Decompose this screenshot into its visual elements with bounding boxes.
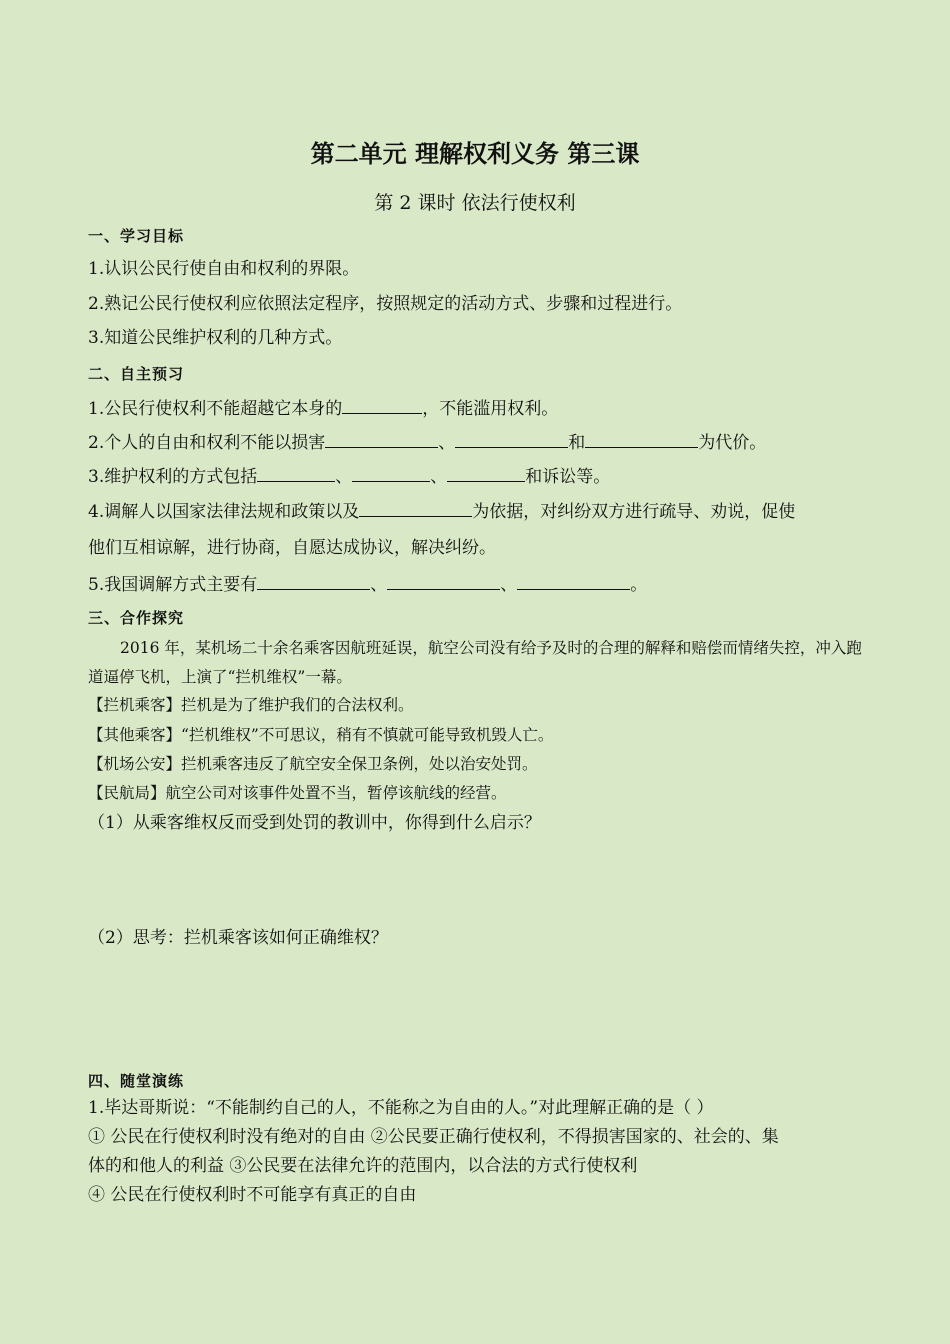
section-heading-practice: 四、随堂演练 <box>88 1072 185 1090</box>
view-aviation-bureau: 【民航局】航空公司对该事件处置不当，暂停该航线的经营。 <box>88 784 507 802</box>
explore-question-1: （1）从乘客维权反而受到处罚的教训中，你得到什么启示？ <box>88 813 541 833</box>
fill-blank[interactable] <box>352 465 430 482</box>
preview-question-1 <box>88 397 558 420</box>
fill-blank[interactable] <box>455 431 568 448</box>
q3-text-pre: 3.维护权利的方式包括 <box>88 467 258 487</box>
q3-sep-2: 、 <box>430 467 448 487</box>
section-heading-goals: 一、学习目标 <box>88 227 185 245</box>
q4-text-pre: 4.调解人以国家法律法规和政策以及 <box>88 502 360 522</box>
q1-text-post: ，不能滥用权利。 <box>422 399 559 419</box>
q2-sep-1: 、 <box>438 433 456 453</box>
q5-text-post: 。 <box>630 575 648 595</box>
fill-blank[interactable] <box>257 465 335 482</box>
section-heading-preview: 二、自主预习 <box>88 365 185 383</box>
q4-text-post: 为依据，对纠纷双方进行疏导、劝说，促使 <box>472 502 796 522</box>
page-subtitle: 第 2 课时 依法行使权利 <box>374 192 576 214</box>
q2-text-pre: 2.个人的自由和权利不能以损害 <box>88 433 326 453</box>
q2-text-post: 为代价。 <box>698 433 767 453</box>
page-title: 第二单元 理解权利义务 第三课 <box>310 139 640 168</box>
goal-item-3: 3.知道公民维护权利的几种方式。 <box>88 328 343 348</box>
view-airport-police: 【机场公安】拦机乘客违反了航空安全保卫条例，处以治安处罚。 <box>88 755 538 773</box>
fill-blank[interactable] <box>325 431 438 448</box>
q5-sep-2: 、 <box>500 575 518 595</box>
explore-question-2: （2）思考：拦机乘客该如何正确维权？ <box>88 928 388 948</box>
practice-options-line-3: ④ 公民在行使权利时不可能享有真正的自由 <box>88 1185 417 1205</box>
view-other-passengers: 【其他乘客】“拦机维权”不可思议，稍有不慎就可能导致机毁人亡。 <box>88 726 554 744</box>
preview-question-4-line2: 他们互相谅解，进行协商，自愿达成协议，解决纠纷。 <box>88 538 496 558</box>
q1-text-pre: 1.公民行使权利不能超越它本身的 <box>88 399 343 419</box>
fill-blank[interactable] <box>387 573 500 590</box>
fill-blank[interactable] <box>257 573 370 590</box>
fill-blank[interactable] <box>359 500 472 517</box>
practice-options-line-1: ① 公民在行使权利时没有绝对的自由 ②公民要正确行使权利，不得损害国家的、社会的、集 <box>88 1127 779 1147</box>
q2-sep-2: 和 <box>568 433 586 453</box>
preview-question-2 <box>88 431 766 454</box>
q3-sep-1: 、 <box>335 467 353 487</box>
goal-item-1: 1.认识公民行使自由和权利的界限。 <box>88 259 360 279</box>
preview-question-4 <box>88 500 795 523</box>
fill-blank[interactable] <box>517 573 630 590</box>
goal-item-2: 2.熟记公民行使权利应依照法定程序，按照规定的活动方式、步骤和过程进行。 <box>88 294 683 314</box>
practice-options-line-2: 体的和他人的利益 ③公民要在法律允许的范围内，以合法的方式行使权利 <box>88 1156 638 1176</box>
case-story: 2016 年，某机场二十余名乘客因航班延误，航空公司没有给予及时的合理的解释和赔偿而情绪失控，冲入跑道逼停飞机，上演了“拦机维权”一幕。 <box>88 639 862 686</box>
q3-text-post: 和诉讼等。 <box>525 467 611 487</box>
view-passenger: 【拦机乘客】拦机是为了维护我们的合法权利。 <box>88 696 414 714</box>
practice-question-1: 1.毕达哥斯说：“不能制约自己的人，不能称之为自由的人。”对此理解正确的是（ ） <box>88 1098 714 1118</box>
section-heading-explore: 三、合作探究 <box>88 609 185 627</box>
fill-blank[interactable] <box>585 431 698 448</box>
fill-blank[interactable] <box>342 397 422 414</box>
preview-question-3 <box>88 465 610 488</box>
preview-question-5 <box>88 573 647 596</box>
fill-blank[interactable] <box>447 465 525 482</box>
q5-text-pre: 5.我国调解方式主要有 <box>88 575 258 595</box>
q5-sep-1: 、 <box>370 575 388 595</box>
